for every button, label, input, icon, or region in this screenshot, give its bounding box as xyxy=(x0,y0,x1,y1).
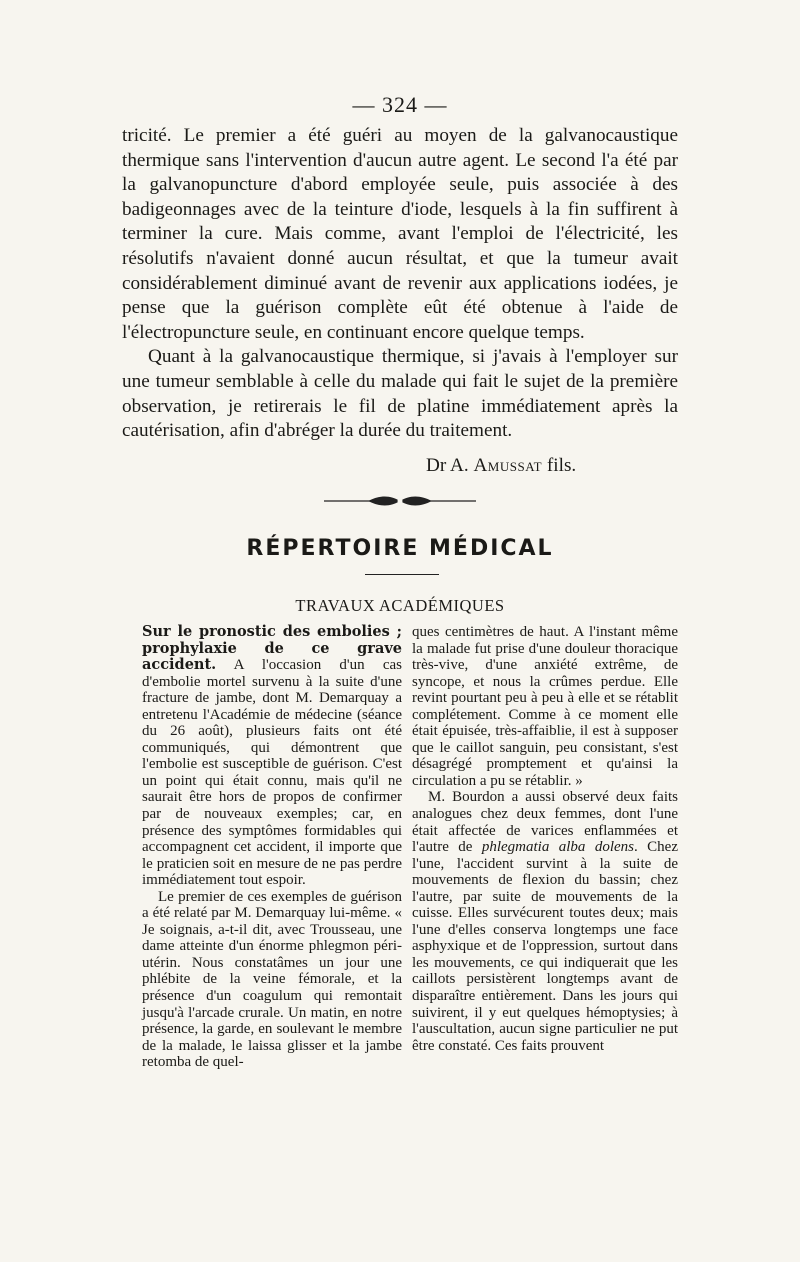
intro-text xyxy=(122,124,678,444)
left-column xyxy=(142,624,402,1071)
article-text: . Chez l'une, l'accident survint à la suite de mouvements de flexion du bassin; chez l'autre, par suite de mouvements de la cuisse. Elles survécurent toutes deux; mais l'une d'elles conserva longtemps une face asphyxique et de l'oppression, surtout dans les mouvements, ce qui indiquerait que les caillots persistèrent longtemps avant de disparaître entièrement. Dans les jours qui suivirent, il y eut quelques hémoptysies; à l'auscultation, aucun signe particulier ne put être constaté. Ces faits prouvent xyxy=(412,839,678,1054)
article-italic-term: phlegmatia alba dolens xyxy=(481,839,634,856)
section-title: RÉPERTOIRE MÉDICAL xyxy=(246,536,554,561)
article-paragraph xyxy=(412,789,678,1054)
article-paragraph: Le premier de ces exemples de guérison a été relaté par M. Demarquay lui-même. « Je soignais, a-t-il dit, avec Trousseau, une dame atteinte d'un énorme phlegmon péri-utérin. Nous constatâmes un jour une phlébite de la veine fémorale, et la présence d'un coagulum qui remontait jusqu'à l'arcade crurale. Un matin, en notre présence, la garde, en soulevant le membre de la malade, le laissa glisser et la jambe retomba de quel- xyxy=(142,888,402,1071)
article-headline: Sur le pronostic des embolies ; prophylaxie de ce grave accident. xyxy=(142,623,402,674)
article-text: M. Bourdon a aussi observé deux faits analogues chez deux femmes, dont l'une était affectée de varices enflammées et l'autre de xyxy=(412,789,678,856)
short-rule-divider xyxy=(365,574,439,575)
article-paragraph xyxy=(142,624,402,889)
signature-suffix: fils. xyxy=(542,455,577,476)
subsection-title: TRAVAUX ACADÉMIQUES xyxy=(295,596,505,615)
article-paragraph: ques centimètres de haut. A l'instant même la malade fut prise d'une douleur thoracique très-vive, d'une anxiété extrême, de syncope, et nous la crûmes perdue. Elle revint pourtant peu à peu à elle et se rétablit complétement. Comme à ce moment elle était épuisée, très-affaiblie, il est à supposer que le caillot sanguin, peu consistant, s'est désagrégé promptement et qu'ainsi la circulation a pu se rétablir. » xyxy=(412,624,678,789)
signature-name: Amussat xyxy=(473,455,543,476)
ornament-divider xyxy=(320,494,480,508)
article-text: A l'occasion d'un cas d'embolie mortel survenu à la suite d'une fracture de jambe, dont M. Demarquay a entretenu l'Académie de médecine (séance du 26 août), plusieurs faits ont été communiqués, qui démontrent que l'embolie est susceptible de guérison. C'est un point qui était connu, mais qu'il ne saurait être hors de propos de confirmer par de nouveaux exemples; car, en présence des symptômes formidables qui accompagnent cet accident, il importe que le praticien soit en mesure de ne pas perdre immédiatement tout espoir. xyxy=(142,657,402,889)
intro-paragraph: tricité. Le premier a été guéri au moyen de la galvanocaustique thermique sans l'intervention d'aucun autre agent. Le second l'a été par la galvanopuncture d'abord employée seule, puis associée à des badigeonnages avec de la teinture d'iode, lesquels à la fin suffirent à terminer la cure. Mais comme, avant l'emploi de l'électricité, les résolutifs n'avaient donné aucun résultat, et que la tumeur avait considérablement diminué avant de revenir aux applications iodées, je pense que la guérison complète eût été obtenue à l'aide de l'électropuncture seule, en continuant encore quelque temps. xyxy=(122,125,678,343)
right-column xyxy=(412,624,678,1054)
signature-prefix: Dr A. xyxy=(426,455,474,476)
page-number: — 324 — xyxy=(352,92,448,117)
intro-paragraph: Quant à la galvanocaustique thermique, si j'avais à l'employer sur une tumeur semblable à celle du malade qui fait le sujet de la première observation, je retirerais le fil de platine immédiatement après la cautérisation, afin d'abréger la durée du traitement. xyxy=(122,346,678,442)
author-signature xyxy=(426,455,686,477)
